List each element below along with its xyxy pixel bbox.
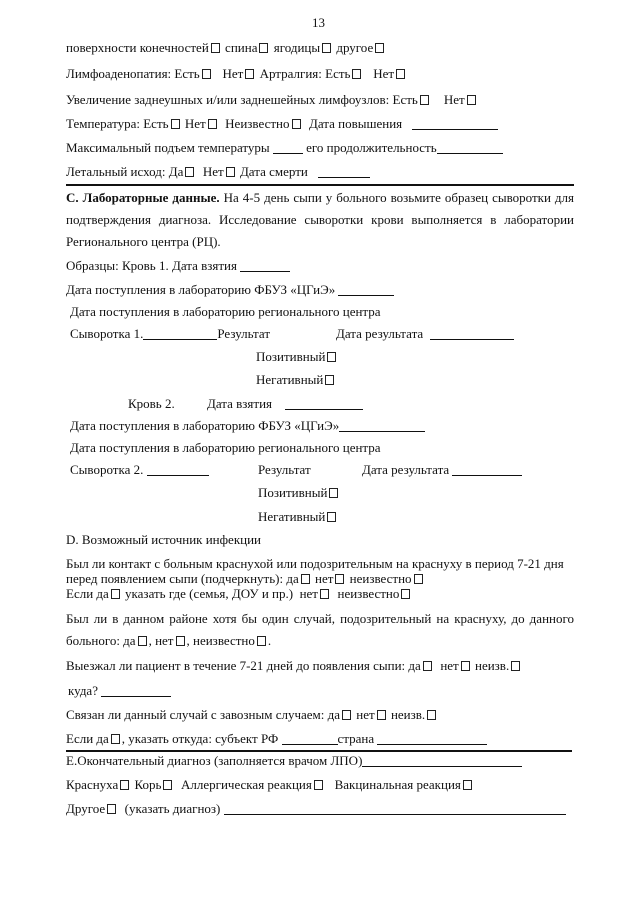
label-fbuz1: Дата поступления в лабораторию ФБУЗ «ЦГиЭ» xyxy=(66,282,336,297)
section-c-intro-line3: Регионального центра (РЦ). xyxy=(66,234,221,249)
label-arthralgia-yes: Артралгия: Есть xyxy=(259,66,351,81)
q1-line3 xyxy=(66,586,412,602)
checkbox-lymphadenopathy-yes[interactable] xyxy=(202,69,211,79)
field-section-e[interactable] xyxy=(362,756,522,767)
checkbox-buttocks[interactable] xyxy=(322,43,331,53)
section-e-title-line xyxy=(66,753,522,769)
q3-line xyxy=(66,658,522,674)
label-rubella: Краснуха xyxy=(66,777,119,792)
label-q3-unknown: неизв. xyxy=(474,658,510,673)
checkbox-other-diagnosis[interactable] xyxy=(107,804,116,814)
checkbox-q2-unknown[interactable] xyxy=(257,636,266,646)
label-max-temp: Максимальный подъем температуры xyxy=(66,140,270,155)
label-q1-no: нет xyxy=(314,571,334,586)
line-body-surfaces xyxy=(66,40,386,56)
field-blood1-taken[interactable] xyxy=(240,261,290,272)
checkbox-q1c-unknown[interactable] xyxy=(401,589,410,599)
checkbox-temp-unknown[interactable] xyxy=(292,119,301,129)
page-number: 13 xyxy=(312,15,325,30)
label-positive2: Позитивный xyxy=(258,485,328,500)
label-q2-no: , нет xyxy=(148,633,174,648)
label-q2-yes: больного: да xyxy=(66,633,136,648)
line-rc1: Дата поступления в лабораторию регионального центра xyxy=(70,304,381,319)
label-blood2: Кровь 2. xyxy=(128,396,175,411)
line-blood1-taken xyxy=(66,258,290,274)
field-where[interactable] xyxy=(101,686,171,697)
line-positive1 xyxy=(256,349,338,365)
label-result1: Результат xyxy=(217,326,271,341)
checkbox-allergic[interactable] xyxy=(314,780,323,790)
checkbox-positive2[interactable] xyxy=(329,488,338,498)
label-q4-yes: Связан ли данный случай с завозным случаем: да xyxy=(66,707,341,722)
line-temperature xyxy=(66,116,498,132)
label-back: спина xyxy=(225,40,258,55)
label-serum1: Сыворотка 1. xyxy=(70,326,144,341)
checkbox-q1c-yes[interactable] xyxy=(111,589,120,599)
line-positive2 xyxy=(258,485,340,501)
label-result-date2: Дата результата xyxy=(362,462,450,477)
checkbox-nodes-no[interactable] xyxy=(467,95,476,105)
q2-line2: больного: да , нет , неизвестно . xyxy=(66,633,272,648)
label-specify-diagnosis: (указать диагноз) xyxy=(124,801,221,816)
q5-line xyxy=(66,731,487,747)
checkbox-back[interactable] xyxy=(259,43,268,53)
line-negative1 xyxy=(256,372,336,388)
checkbox-limbs[interactable] xyxy=(211,43,220,53)
label-q3-no: нет xyxy=(440,658,459,673)
label-other-diagnosis: Другое xyxy=(66,801,106,816)
field-fbuz1[interactable] xyxy=(338,285,394,296)
checkbox-q4-yes[interactable] xyxy=(342,710,351,720)
checkbox-measles[interactable] xyxy=(163,780,172,790)
label-fatal-yes: Летальный исход: Да xyxy=(66,164,184,179)
line-negative2 xyxy=(258,509,338,525)
label-blood1-taken: Образцы: Кровь 1. Дата взятия xyxy=(66,258,237,273)
q2-line1: Был ли в данном районе хотя бы один случай, подозрительный на краснуху, до данного xyxy=(66,611,574,626)
checkbox-q2-no[interactable] xyxy=(176,636,185,646)
label-temp-yes: Температура: Есть xyxy=(66,116,169,131)
label-q1c-no: нет xyxy=(299,586,318,601)
label-q4-no: нет xyxy=(356,707,375,722)
label-temp-rise-date: Дата повышения xyxy=(309,116,403,131)
label-q2-unknown: , неизвестно xyxy=(186,633,255,648)
checkbox-rubella[interactable] xyxy=(120,780,129,790)
checkbox-lymphadenopathy-no[interactable] xyxy=(245,69,254,79)
label-serum2: Сыворотка 2. xyxy=(70,462,144,477)
line-result-date2 xyxy=(362,462,522,478)
other-diagnosis-line xyxy=(66,801,566,817)
line-blood2 xyxy=(128,396,175,412)
field-blood2-taken[interactable] xyxy=(285,399,363,410)
checkbox-q1c-no[interactable] xyxy=(320,589,329,599)
line-fbuz1 xyxy=(66,282,394,298)
line-rc2: Дата поступления в лабораторию регионального центра xyxy=(70,440,381,455)
section-c-intro-text1: На 4-5 день сыпи у больного возьмите образец сыворотки для xyxy=(223,190,574,205)
checkbox-q3-unknown[interactable] xyxy=(511,661,520,671)
checkbox-temp-no[interactable] xyxy=(208,119,217,129)
checkbox-fatal-yes[interactable] xyxy=(185,167,194,177)
field-result-date1[interactable] xyxy=(430,329,514,340)
line-result2 xyxy=(258,462,311,478)
field-serum1[interactable] xyxy=(143,329,217,340)
label-positive1: Позитивный xyxy=(256,349,326,364)
checkbox-q4-unknown[interactable] xyxy=(427,710,436,720)
field-duration[interactable] xyxy=(437,143,503,154)
checkbox-negative2[interactable] xyxy=(327,512,336,522)
checkbox-positive1[interactable] xyxy=(327,352,336,362)
checkbox-q3-yes[interactable] xyxy=(423,661,432,671)
label-q5-country: страна xyxy=(337,731,375,746)
label-temp-unknown: Неизвестно xyxy=(225,116,290,131)
checkbox-q4-no[interactable] xyxy=(377,710,386,720)
q1-line1: Был ли контакт с больным краснухой или подозрительным на краснуху в период 7-21 дня xyxy=(66,556,564,571)
label-q5-subject: , указать откуда: субъект РФ xyxy=(121,731,279,746)
label-blood2-taken: Дата взятия xyxy=(207,396,273,411)
field-temp-rise-date[interactable] xyxy=(412,119,498,130)
label-where: куда? xyxy=(68,683,98,698)
divider-section-c xyxy=(66,184,574,186)
label-death-date: Дата смерти xyxy=(239,164,308,179)
label-fbuz2: Дата поступления в лабораторию ФБУЗ «ЦГиЭ» xyxy=(70,418,340,433)
q4-line xyxy=(66,707,438,723)
label-other-site: другое xyxy=(336,40,374,55)
label-temp-no: Нет xyxy=(184,116,206,131)
label-negative1: Негативный xyxy=(256,372,324,387)
field-specify-diagnosis[interactable] xyxy=(224,804,566,815)
checkbox-negative1[interactable] xyxy=(325,375,334,385)
label-q1-yes: перед появлением сыпи (подчеркнуть): да xyxy=(66,571,299,586)
label-q3-yes: Выезжал ли пациент в течение 7-21 дней до появления сыпи: да xyxy=(66,658,421,673)
field-q5-subject[interactable] xyxy=(282,734,338,745)
label-duration: его продолжительность xyxy=(306,140,437,155)
q1-line2 xyxy=(66,571,425,587)
label-q1c-where: указать где (семья, ДОУ и пр.) xyxy=(125,586,294,601)
checkbox-q5-yes[interactable] xyxy=(111,734,120,744)
field-q5-country[interactable] xyxy=(377,734,487,745)
line-lymph-arthralgia xyxy=(66,66,407,82)
checkbox-q1-no[interactable] xyxy=(335,574,344,584)
label-limbs: поверхности конечностей xyxy=(66,40,209,55)
line-blood2-taken xyxy=(207,396,363,412)
field-result-date2[interactable] xyxy=(452,465,522,476)
checkbox-arthralgia-no[interactable] xyxy=(396,69,405,79)
line-serum1 xyxy=(70,326,270,342)
checkbox-q2-yes[interactable] xyxy=(138,636,147,646)
checkbox-fatal-no[interactable] xyxy=(226,167,235,177)
label-q1c-yes: Если да xyxy=(66,586,109,601)
label-allergic: Аллергическая реакция xyxy=(180,777,312,792)
label-negative2: Негативный xyxy=(258,509,326,524)
section-c-intro-line1 xyxy=(66,190,574,206)
label-lymphadenopathy-no: Нет xyxy=(222,66,244,81)
checkbox-q1-unknown[interactable] xyxy=(414,574,423,584)
line-result-date1 xyxy=(336,326,514,342)
label-measles: Корь xyxy=(134,777,162,792)
line-max-temp xyxy=(66,140,503,156)
checkbox-temp-yes[interactable] xyxy=(171,119,180,129)
line-fatal-outcome xyxy=(66,164,370,180)
line-fbuz2 xyxy=(70,418,425,434)
section-c-intro-line2: подтверждения диагноза. Исследование сыворотки крови выполняется в лаборатории xyxy=(66,212,574,227)
label-result-date1: Дата результата xyxy=(336,326,424,341)
field-fbuz2[interactable] xyxy=(339,421,425,432)
section-c-title: С. Лабораторные данные. xyxy=(66,190,220,205)
line-serum2 xyxy=(70,462,209,478)
label-q4-unknown: неизв. xyxy=(390,707,426,722)
checkbox-nodes-yes[interactable] xyxy=(420,95,429,105)
label-nodes-no: Нет xyxy=(443,92,465,107)
label-q1c-unknown: неизвестно xyxy=(337,586,400,601)
checkbox-vaccine-reaction[interactable] xyxy=(463,780,472,790)
label-lymphadenopathy-yes: Лимфоаденопатия: Есть xyxy=(66,66,200,81)
field-serum2[interactable] xyxy=(147,465,209,476)
label-vaccine-reaction: Вакцинальная реакция xyxy=(334,777,461,792)
section-e-title: Е.Окончательный диагноз (заполняется врачом ЛПО) xyxy=(66,753,363,768)
checkbox-other-site[interactable] xyxy=(375,43,384,53)
checkbox-q1-yes[interactable] xyxy=(301,574,310,584)
label-fatal-no: Нет xyxy=(202,164,224,179)
label-buttocks: ягодицы xyxy=(273,40,321,55)
checkbox-q3-no[interactable] xyxy=(461,661,470,671)
checkbox-arthralgia-yes[interactable] xyxy=(352,69,361,79)
label-result2: Результат xyxy=(258,462,311,477)
where-line xyxy=(68,683,171,699)
field-death-date[interactable] xyxy=(318,167,370,178)
diagnosis-options xyxy=(66,777,474,793)
section-d-title: D. Возможный источник инфекции xyxy=(66,532,262,547)
label-q5-yes: Если да xyxy=(66,731,109,746)
field-max-temp[interactable] xyxy=(273,143,303,154)
label-nodes-yes: Увеличение заднеушных и/или заднешейных лимфоузлов: Есть xyxy=(66,92,418,107)
line-lymph-nodes xyxy=(66,92,478,108)
divider-section-e xyxy=(66,750,572,752)
label-q1-unknown: неизвестно xyxy=(349,571,412,586)
label-arthralgia-no: Нет xyxy=(373,66,395,81)
